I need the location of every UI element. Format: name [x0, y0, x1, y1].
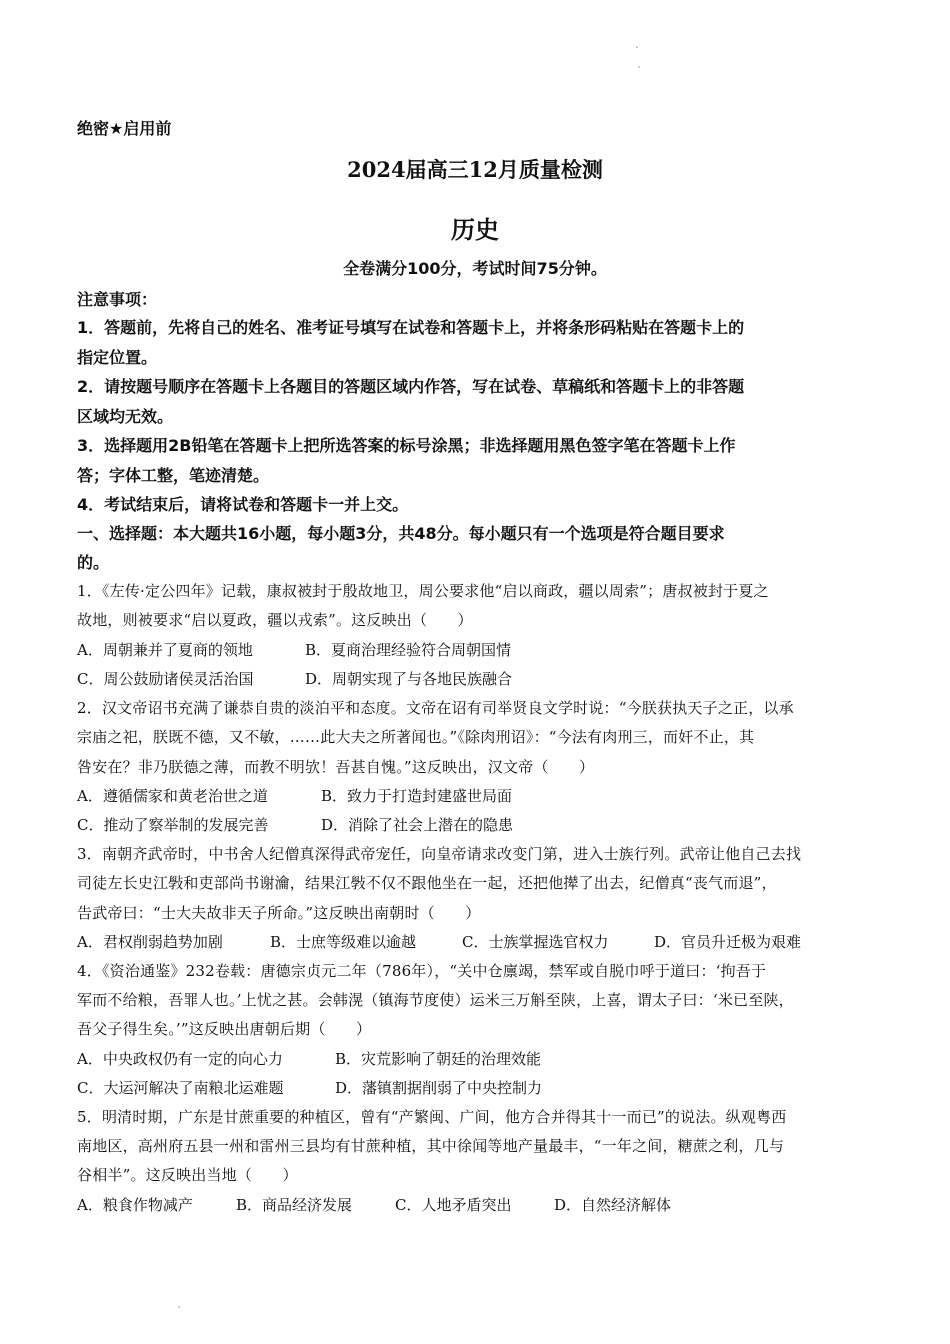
option-d: D．自然经济解体: [554, 1196, 672, 1214]
section-heading: 一、选择题：本大题共16小题，每小题3分，共48分。每小题只有一个选项是符合题目要求: [77, 524, 725, 543]
notice-line: 2．请按题号顺序在答题卡上各题目的答题区域内作答，写在试卷、草稿纸和答题卡上的非答题: [77, 377, 745, 396]
question-4-options-row: [77, 1048, 541, 1069]
notice-line: 4．考试结束后，请将试卷和答题卡一并上交。: [77, 495, 409, 514]
full-mark-note: 全卷满分100分，考试时间75分钟。: [343, 259, 607, 278]
subject-title: 历史: [451, 215, 499, 244]
notice-line: 答；字体工整，笔迹清楚。: [77, 466, 270, 485]
scan-speck: [638, 66, 640, 68]
question-5-text: 谷相半”。这反映出当地（ ）: [77, 1166, 298, 1184]
question-2-text: 咎安在？非乃朕德之薄，而教不明欤！吾甚自愧。”这反映出，汉文帝（ ）: [77, 758, 595, 776]
question-4-options-row: [77, 1077, 542, 1098]
option-a: A．遵循儒家和黄老治世之道: [77, 787, 268, 805]
option-c: C．周公鼓励诸侯灵活治国: [77, 670, 254, 688]
question-2-options-row: [77, 785, 512, 806]
question-3-text: 司徒左长史江斅和吏部尚书谢瀹，结果江斅不仅不跟他坐在一起，还把他撵了出去，纪僧真“丧气而退”，: [77, 874, 777, 892]
notice-heading: 注意事项：: [77, 290, 158, 309]
option-d: D．消除了社会上潜在的隐患: [321, 816, 514, 834]
question-5-options-row: [77, 1194, 671, 1215]
option-a: A．中央政权仍有一定的向心力: [77, 1050, 283, 1068]
scan-speck: [178, 1306, 180, 1308]
option-b: B．商品经济发展: [236, 1196, 353, 1214]
option-c: C．推动了察举制的发展完善: [77, 816, 269, 834]
question-3-text: 3．南朝齐武帝时，中书舍人纪僧真深得武帝宠任，向皇帝请求改变门第，进入士族行列。武帝让他自己去找: [77, 845, 802, 863]
question-2-text: 宗庙之祀，朕既不德，又不敏，……此大夫之所著闻也。”《除肉刑诏》：“今法有肉刑三，而奸不止，其: [77, 728, 755, 746]
question-4-text: 军而不给粮，吾罪人也。’上忧之甚。会韩滉（镇海节度使）运米三万斛至陕，上喜，谓太子曰：‘米已至陕，: [77, 991, 794, 1009]
question-4-text: 吾父子得生矣。’”这反映出唐朝后期（ ）: [77, 1020, 372, 1038]
question-3-text: 告武帝曰：“士大夫故非天子所命。”这反映出南朝时（ ）: [77, 904, 481, 922]
option-b: B．士庶等级难以逾越: [270, 933, 417, 951]
option-c: C．士族掌握选官权力: [462, 933, 609, 951]
option-b: B．灾荒影响了朝廷的治理效能: [335, 1050, 542, 1068]
exam-title: 2024届高三12月质量检测: [347, 157, 603, 182]
option-d: D．藩镇割据削弱了中央控制力: [335, 1079, 543, 1097]
question-5-text: 南地区，高州府五县一州和雷州三县均有甘蔗种植，其中徐闻等地产量最丰，“一年之间，糖蔗之利，几与: [77, 1137, 785, 1155]
scan-speck: [636, 46, 638, 48]
notice-line: 指定位置。: [77, 348, 158, 367]
question-1-text: 1．《左传·定公四年》记载，康叔被封于殷故地卫，周公要求他“启以商政，疆以周索”；唐叔被封于夏之: [77, 582, 769, 600]
notice-line: 3．选择题用2B铅笔在答题卡上把所选答案的标号涂黑；非选择题用黑色签字笔在答题卡上作: [77, 436, 736, 455]
question-2-options-row: [77, 814, 513, 835]
section-heading: 的。: [77, 553, 110, 572]
option-a: A．周朝兼并了夏商的领地: [77, 641, 253, 659]
option-a: A．粮食作物减产: [77, 1196, 193, 1214]
question-5-text: 5．明清时期，广东是甘蔗重要的种植区，曾有“产繁闽、广间，他方合并得其十一而已”的说法。纵观粤西: [77, 1108, 787, 1126]
option-c: C．人地矛盾突出: [395, 1196, 512, 1214]
question-1-options-row: [77, 668, 512, 689]
option-d: D．官员升迁极为艰难: [654, 933, 802, 951]
question-2-text: 2．汉文帝诏书充满了谦恭自贵的淡泊平和态度。文帝在诏有司举贤良文学时说：“今朕获执天子之正，以承: [77, 699, 794, 717]
question-1-text: 故地，则被要求“启以夏政，疆以戎索”。这反映出（ ）: [77, 611, 473, 629]
option-b: B．致力于打造封建盛世局面: [321, 787, 513, 805]
option-b: B．夏商治理经验符合周朝国情: [305, 641, 512, 659]
secret-mark: 绝密★启用前: [77, 119, 172, 138]
option-a: A．君权削弱趋势加剧: [77, 933, 223, 951]
question-4-text: 4．《资治通鉴》232卷载：唐德宗贞元二年（786年），“关中仓廪竭，禁军或自脱巾呼于道曰：‘拘吾于: [77, 962, 767, 980]
option-d: D．周朝实现了与各地民族融合: [305, 670, 513, 688]
option-c: C．大运河解决了南粮北运难题: [77, 1079, 284, 1097]
notice-line: 区域均无效。: [77, 407, 174, 426]
question-3-options-row: [77, 931, 801, 952]
notice-line: 1．答题前，先将自己的姓名、准考证号填写在试卷和答题卡上，并将条形码粘贴在答题卡上的: [77, 318, 745, 337]
question-1-options-row: [77, 639, 511, 660]
